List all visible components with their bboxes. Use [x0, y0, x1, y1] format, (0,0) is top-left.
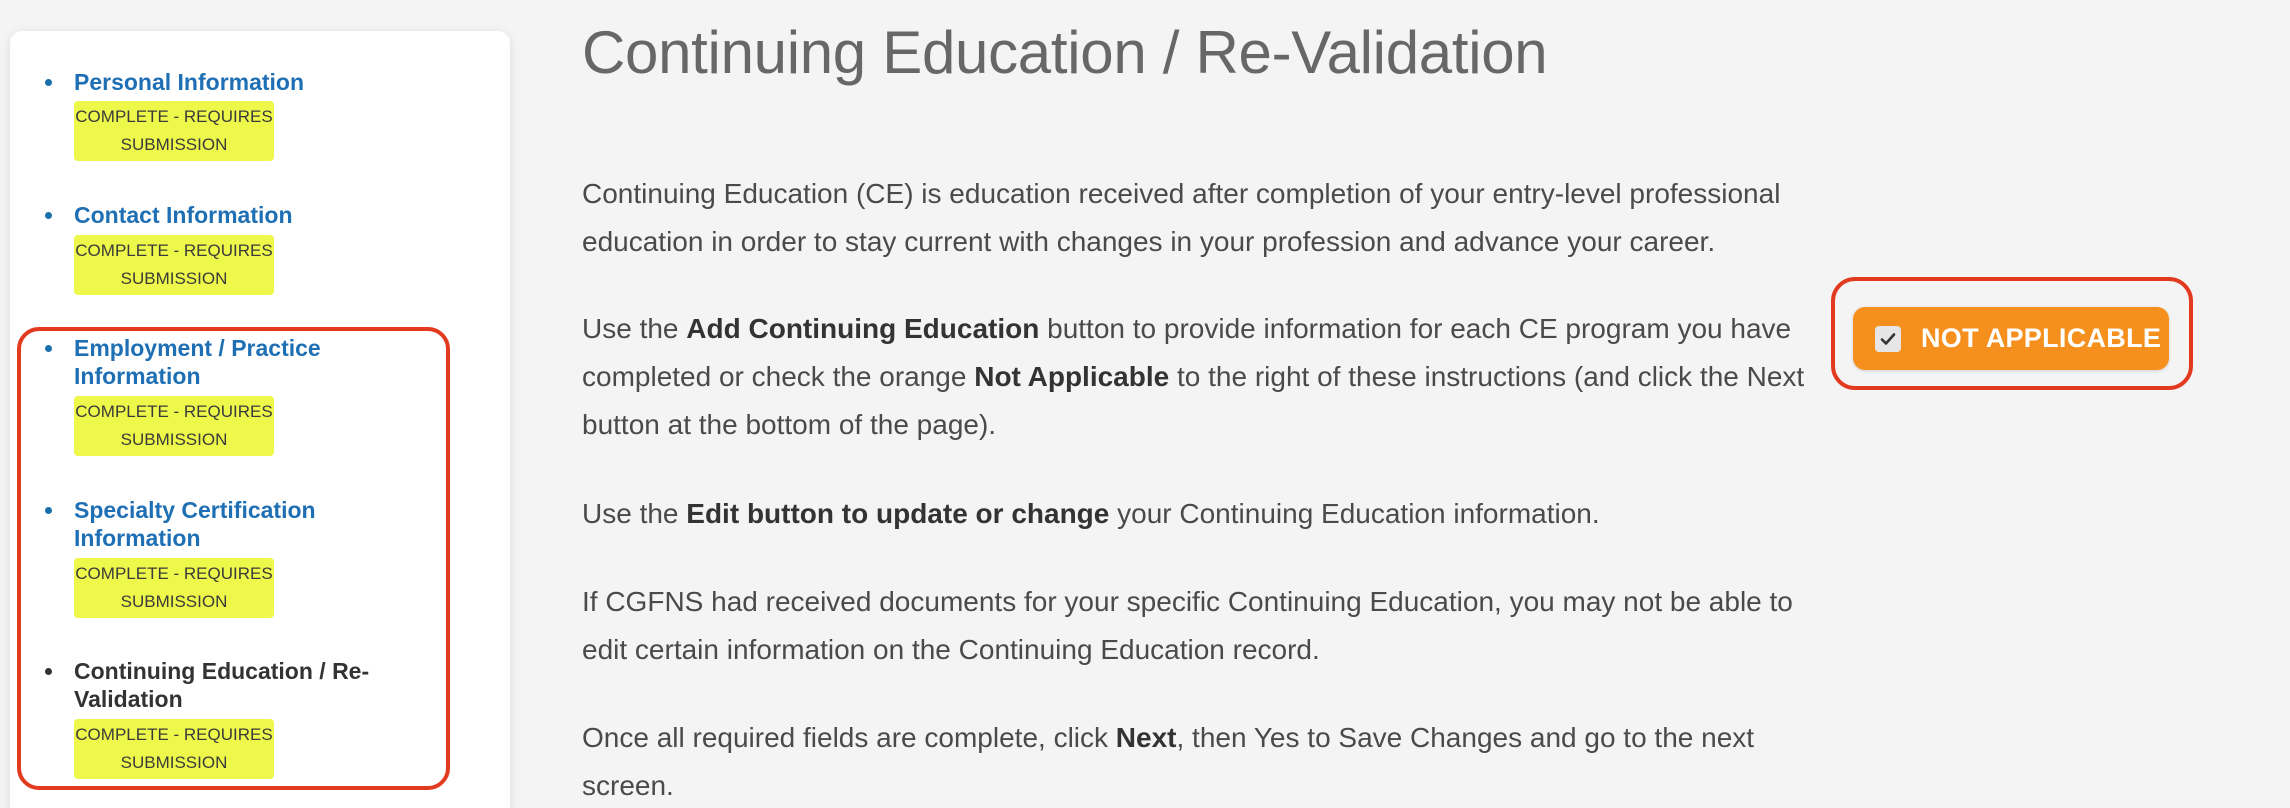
step-link-personal-information[interactable]: Personal Information: [74, 69, 305, 95]
status-badge: [74, 235, 274, 295]
text-run: to the right of these instructions (and click the Next button at the bottom of the page).: [582, 361, 1805, 440]
status-badge-line: COMPLETE - REQUIRES: [75, 725, 273, 744]
step-link-employment-practice[interactable]: Employment / Practice Information: [74, 335, 321, 389]
next-paragraph: [582, 714, 1817, 808]
text-run: button to provide information for each CE program you have completed or check the orange: [582, 313, 1792, 392]
text-run: Use the: [582, 498, 687, 529]
edit-paragraph: [582, 490, 1817, 538]
bullet-icon: [45, 79, 52, 86]
text-run-bold: Next: [1115, 722, 1177, 753]
status-badge-line: SUBMISSION: [120, 135, 228, 154]
status-badge-line: SUBMISSION: [120, 430, 228, 449]
status-badge-line: SUBMISSION: [120, 753, 228, 772]
status-badge-line: COMPLETE - REQUIRES: [75, 241, 273, 260]
documents-paragraph: If CGFNS had received documents for your specific Continuing Education, you may not be able to edit certain information on the Continuing Education record.: [582, 586, 1793, 665]
intro-paragraph: Continuing Education (CE) is education received after completion of your entry-level professional education in order to stay current with changes in your profession and advance your career.: [582, 178, 1781, 257]
status-badge-line: COMPLETE - REQUIRES: [75, 402, 273, 421]
text-run-bold: Not Applicable: [974, 361, 1170, 392]
status-badge-line: COMPLETE - REQUIRES: [75, 564, 273, 583]
text-run: Once all required fields are complete, click: [582, 722, 1116, 753]
checkmark-icon: [1879, 330, 1897, 348]
status-badge-line: SUBMISSION: [120, 592, 228, 611]
status-badge-line: COMPLETE - REQUIRES: [75, 107, 273, 126]
text-run: , then Yes to Save Changes and go to the next screen.: [582, 722, 1755, 801]
text-run-bold: Edit button to update or change: [686, 498, 1110, 529]
step-link-specialty-certification[interactable]: Specialty Certification Information: [74, 497, 316, 551]
status-badge: [74, 101, 274, 161]
text-run: your Continuing Education information.: [1109, 498, 1600, 529]
not-applicable-button[interactable]: [1853, 307, 2169, 370]
instructions-paragraph: [582, 305, 1817, 449]
checkbox[interactable]: [1875, 326, 1901, 352]
step-link-continuing-education[interactable]: Continuing Education / Re-Validation: [74, 658, 370, 712]
status-badge-line: SUBMISSION: [120, 269, 228, 288]
bullet-icon: [45, 212, 52, 219]
step-link-contact-information[interactable]: Contact Information: [74, 202, 293, 228]
not-applicable-label: NOT APPLICABLE: [1921, 323, 2162, 353]
text-run-bold: Add Continuing Education: [686, 313, 1040, 344]
page-title: Continuing Education / Re-Validation: [582, 19, 1548, 86]
text-run: Use the: [582, 313, 687, 344]
sidebar-highlight-outline: [17, 327, 450, 790]
